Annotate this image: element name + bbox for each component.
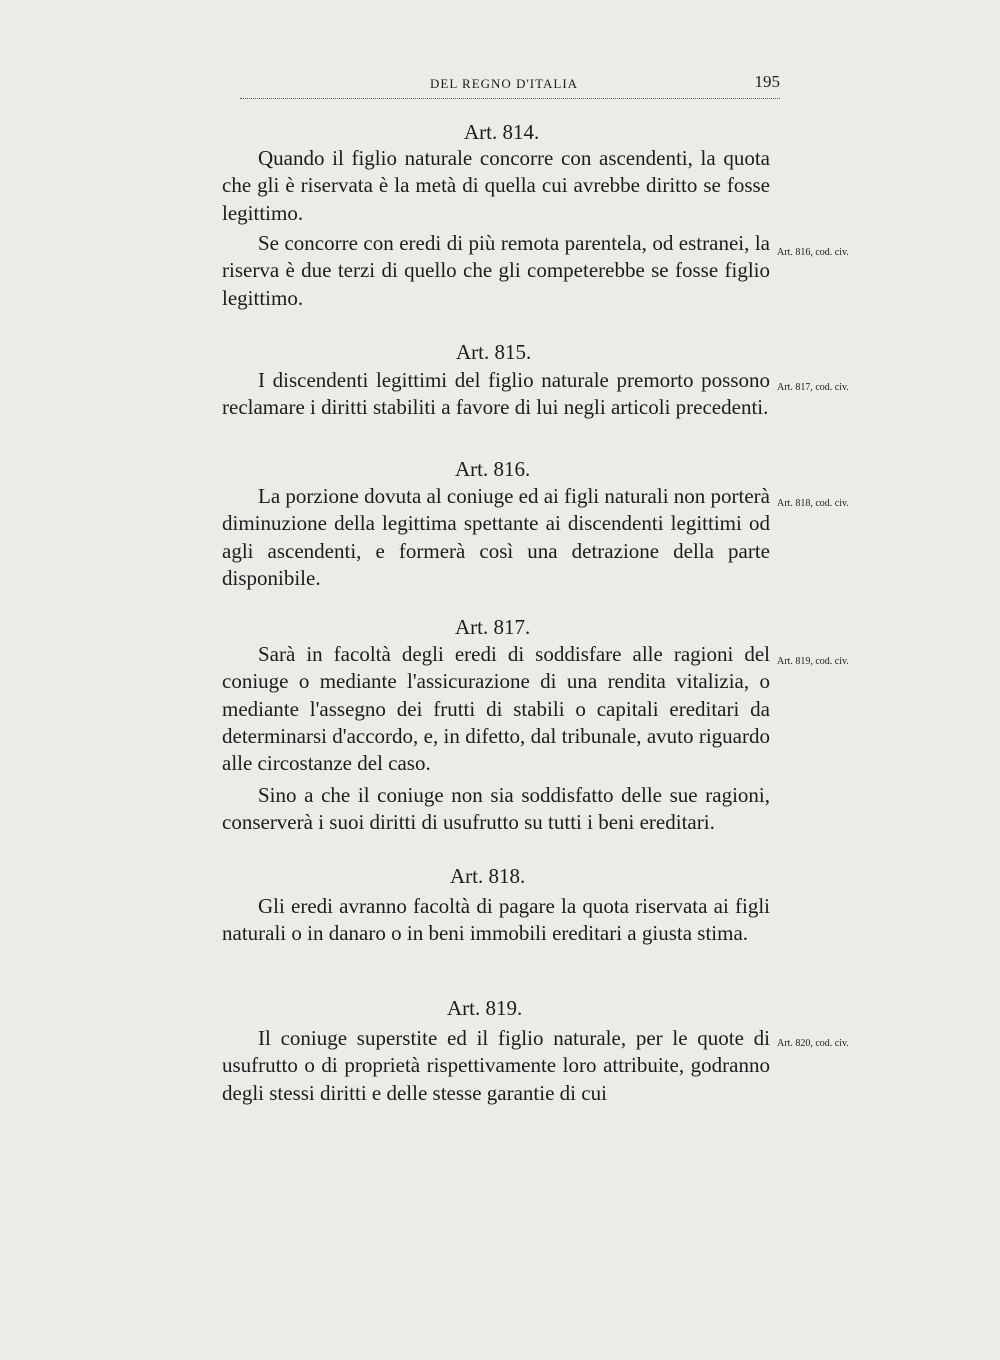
article-heading-816: Art. 816.	[455, 457, 531, 481]
article-817-paragraph-1: Sarà in facoltà degli eredi di soddisfare alle ragioni del coniuge o mediante l'assicurazione di una rendita vitalizia, o mediante l'assegno dei frutti di stabili o capitali ereditari da determinarsi d'accordo, e, in difetto, dal tribunale, avuto riguardo alle circostanze del caso.	[222, 642, 770, 776]
article-814-paragraph-2: Se concorre con eredi di più remota parentela, od estranei, la riserva è due terzi di quello che gli competerebbe se fosse figlio legittimo.	[222, 231, 770, 310]
running-title: DEL REGNO D'ITALIA	[430, 76, 579, 91]
side-note-816: Art. 818, cod. civ.	[777, 498, 849, 509]
article-815-paragraph-1: I discendenti legittimi del figlio naturale premorto possono reclamare i diritti stabiliti a favore di lui negli articoli precedenti.	[222, 368, 770, 420]
side-note-819: Art. 820, cod. civ.	[777, 1038, 849, 1049]
article-818-paragraph-1: Gli eredi avranno facoltà di pagare la quota riservata ai figli naturali o in danaro o in beni immobili ereditari a giusta stima.	[222, 894, 770, 946]
article-heading-818: Art. 818.	[450, 864, 526, 888]
side-note-817: Art. 819, cod. civ.	[777, 656, 849, 667]
page-number: 195	[754, 72, 780, 91]
article-817-paragraph-2: Sino a che il coniuge non sia soddisfatto delle sue ragioni, conserverà i suoi diritti di usufrutto su tutti i beni ereditari.	[222, 783, 770, 835]
side-note-815: Art. 817, cod. civ.	[777, 382, 849, 393]
article-819-paragraph-1: Il coniuge superstite ed il figlio naturale, per le quote di usufrutto o di proprietà rispettivamente loro attribuite, godranno degli stessi diritti e delle stesse garantie di cui	[222, 1026, 770, 1105]
article-heading-815: Art. 815.	[456, 340, 532, 364]
article-heading-814: Art. 814.	[464, 120, 540, 144]
article-816-paragraph-1: La porzione dovuta al coniuge ed ai figli naturali non porterà diminuzione della legittima spettante ai discendenti legittimi od agli ascendenti, e formerà così una detrazione della parte disponibile.	[222, 484, 770, 590]
page-header	[240, 70, 780, 99]
article-heading-817: Art. 817.	[455, 615, 531, 639]
article-814-paragraph-1: Quando il figlio naturale concorre con ascendenti, la quota che gli è riservata è la metà di quella cui avrebbe diritto se fosse legittimo.	[222, 146, 770, 225]
side-note-814: Art. 816, cod. civ.	[777, 247, 849, 258]
article-heading-819: Art. 819.	[447, 996, 523, 1020]
